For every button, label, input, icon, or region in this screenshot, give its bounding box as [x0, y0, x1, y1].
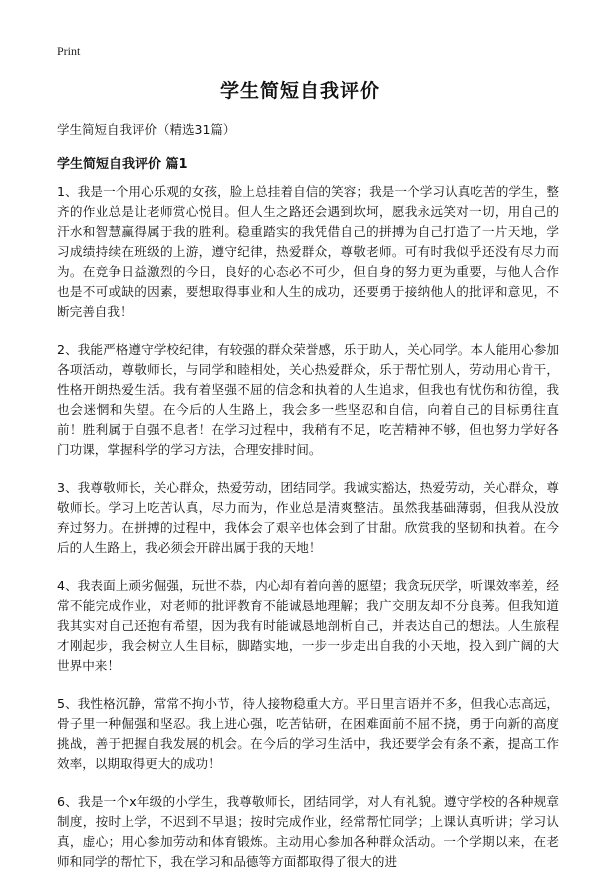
page-title: 学生简短自我评价 [219, 80, 380, 102]
article-heading: 学生简短自我评价 篇1 [57, 157, 188, 172]
paragraph-1: 1、我是一个用心乐观的女孩，脸上总挂着自信的笑容；我是一个学习认真吃苦的学生，整齐的作业总是让老师赏心悦目。但人生之路还会遇到坎坷，愿我永远笑对一切，用自己的汗水和智慧赢得属于我的胜利。稳重踏实的我凭借自己的拼搏为自己打造了一片天地，学习成绩持续在班级的上游，遵守纪律，热爱群众，尊敬老师。可有时我似乎还没有尽力而为。在竞争日益激烈的今日，良好的心态必不可少，但自身的努力更为重要，与他人合作也是不可或缺的因素，要想取得事业和人生的成功，还要勇于接纳他人的批评和意见，不断完善自我！ [57, 184, 559, 319]
paragraph-4: 4、我表面上顽劣倔强，玩世不恭，内心却有着向善的愿望；我贪玩厌学，听课效率差，经常不能完成作业，对老师的批评教育不能诚恳地理解；我广交朋友却不分良莠。但我知道我其实对自己还抱有希望，因为我有时能诚恳地剖析自己，并表达自己的想法。人生旅程才刚起步，我会树立人生目标，脚踏实地，一步一步走出自我的小天地，投入到广阔的大世界中来！ [57, 578, 559, 673]
print-link[interactable]: Print [57, 44, 81, 58]
paragraph-2: 2、我能严格遵守学校纪律，有较强的群众荣誉感，乐于助人，关心同学。本人能用心参加各项活动，尊敬师长，与同学和睦相处，关心热爱群众，乐于帮忙别人，劳动用心肯干，性格开朗热爱生活。我有着坚强不屈的信念和执着的人生追求，但我也有忧伤和彷徨，我也会迷惘和失望。在今后的人生路上，我会多一些坚忍和自信，向着自己的目标勇往直前！胜利属于自强不息者！在学习过程中，我稍有不足，吃苦精神不够，但也努力学好各门功课，掌握科学的学习方法，合理安排时间。 [57, 342, 559, 457]
paragraph-5: 5、我性格沉静，常常不拘小节，待人接物稳重大方。平日里言语并不多，但我心志高远，骨子里一种倔强和坚忍。我上进心强，吃苦钻研，在困难面前不屈不挠，勇于向新的高度挑战，善于把握自我发展的机会。在今后的学习生活中，我还要学会有条不紊，提高工作效率，以期取得更大的成功！ [57, 696, 559, 771]
paragraph-6: 6、我是一个x年级的小学生，我尊敬师长，团结同学，对人有礼貌。遵守学校的各种规章制度，按时上学，不迟到不早退；按时完成作业，经常帮忙同学；上课认真听讲；学习认真，虚心；用心参加劳动和体育锻炼。主动用心参加各种群众活动。一个学期以来，在老师和同学的帮忙下，我在学习和品德等方面都取得了很大的进 [57, 794, 559, 869]
paragraph-3: 3、我尊敬师长，关心群众，热爱劳动，团结同学。我诚实豁达，热爱劳动，关心群众，尊敬师长。学习上吃苦认真，尽力而为，作业总是清爽整洁。虽然我基础薄弱，但我从没放弃过努力。在拼搏的过程中，我体会了艰辛也体会到了甘甜。欣赏我的坚韧和执着。在今后的人生路上，我必须会开辟出属于我的天地！ [57, 480, 559, 555]
document-subtitle: 学生简短自我评价（精选31篇） [57, 122, 236, 137]
article-body [57, 182, 559, 890]
